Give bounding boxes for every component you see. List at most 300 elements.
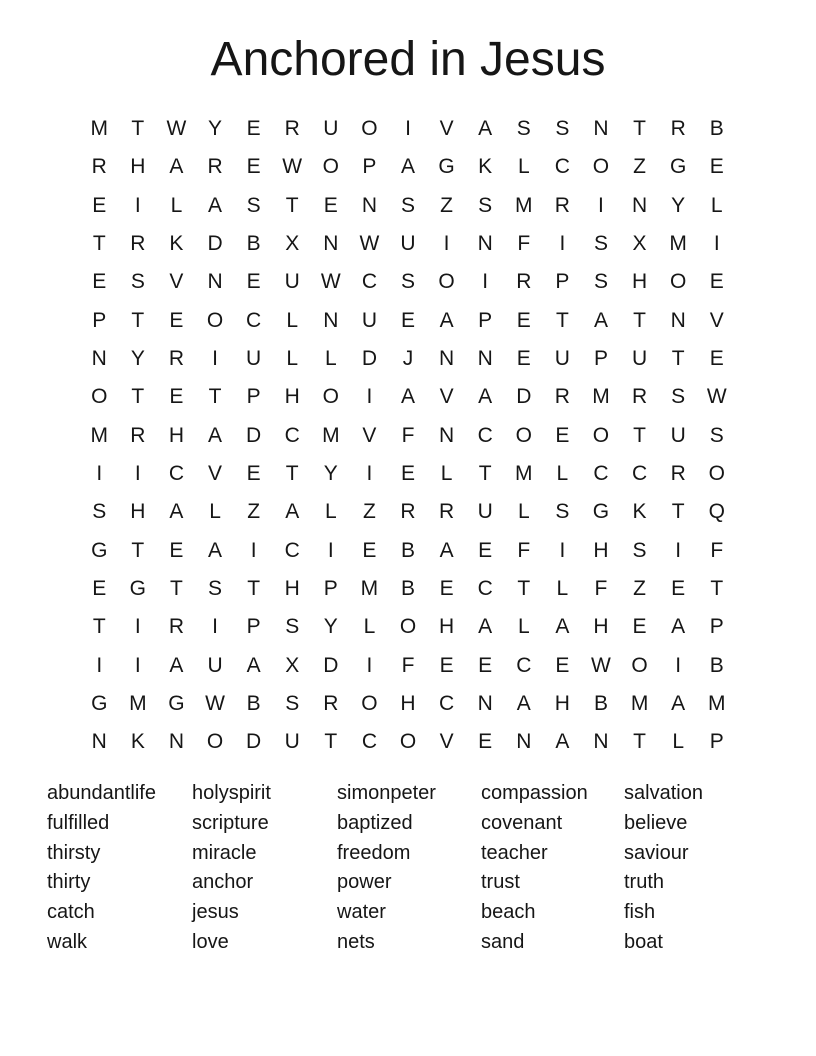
grid-cell: D: [323, 653, 339, 677]
grid-cell: N: [477, 347, 493, 371]
grid-cell: C: [361, 730, 377, 754]
grid-cell: Y: [208, 116, 223, 140]
word-item: saviour: [624, 841, 689, 864]
grid-cell: I: [482, 270, 489, 294]
grid-cell: A: [478, 116, 493, 140]
grid-cell: I: [134, 653, 141, 677]
grid-cell: R: [323, 692, 339, 716]
grid-cell: T: [671, 347, 685, 371]
grid-cell: S: [285, 615, 300, 639]
grid-cell: N: [670, 308, 686, 332]
grid-cell: T: [324, 730, 338, 754]
grid-cell: L: [324, 347, 337, 371]
grid-cell: T: [671, 500, 685, 524]
grid-cell: H: [631, 270, 648, 294]
grid-cell: H: [168, 423, 185, 447]
grid-cell: E: [323, 193, 338, 217]
grid-cell: O: [322, 385, 339, 409]
grid-cell: V: [169, 270, 184, 294]
grid-cell: I: [675, 653, 682, 677]
grid-cell: T: [478, 462, 492, 486]
word-item: catch: [47, 901, 95, 924]
grid-cell: H: [130, 500, 146, 524]
grid-cell: L: [286, 347, 299, 371]
grid-cell: E: [439, 577, 454, 601]
grid-cell: M: [515, 193, 533, 217]
grid-cell: R: [400, 500, 416, 524]
grid-cell: A: [555, 615, 570, 639]
grid-cell: E: [169, 308, 184, 332]
grid-cell: C: [477, 577, 493, 601]
grid-cell: M: [90, 116, 108, 140]
grid-cell: S: [593, 270, 608, 294]
grid-cell: T: [131, 308, 145, 332]
grid-cell: W: [359, 232, 380, 255]
grid-cell: E: [478, 653, 493, 677]
grid-cell: T: [555, 308, 569, 332]
grid-cell: M: [592, 385, 610, 409]
grid-cell: P: [478, 308, 493, 332]
grid-cell: A: [169, 155, 184, 179]
grid-cell: U: [284, 730, 300, 754]
grid-cell: M: [129, 692, 147, 716]
word-item: believe: [624, 811, 688, 834]
grid-cell: E: [246, 116, 261, 140]
grid-cell: L: [170, 193, 183, 217]
word-list-column: [624, 779, 774, 958]
grid-cell: I: [134, 193, 141, 217]
word-item: love: [192, 930, 229, 953]
word-item: covenant: [481, 811, 563, 834]
grid-cell: I: [96, 462, 103, 486]
grid-cell: E: [169, 538, 184, 562]
word-item: holyspirit: [192, 782, 271, 804]
grid-cell: A: [671, 692, 686, 716]
grid-cell: S: [555, 500, 570, 524]
grid-cell: S: [478, 193, 493, 217]
grid-cell: S: [555, 116, 570, 140]
grid-cell: L: [363, 615, 376, 639]
grid-cell: R: [670, 462, 686, 486]
word-item: compassion: [481, 782, 588, 804]
grid-cell: E: [400, 462, 415, 486]
grid-cell: B: [709, 653, 724, 677]
grid-cell: E: [92, 577, 107, 601]
grid-cell: I: [212, 347, 218, 371]
grid-cell: A: [478, 615, 493, 639]
grid-cell: N: [207, 270, 223, 294]
grid-cell: I: [405, 116, 411, 140]
grid-cell: R: [554, 193, 570, 217]
grid-cell: A: [208, 538, 223, 562]
grid-cell: U: [323, 116, 339, 140]
grid-cell: L: [286, 308, 299, 332]
grid-cell: G: [91, 692, 108, 716]
grid-cell: C: [554, 155, 570, 179]
grid-cell: W: [166, 116, 187, 140]
grid-cell: C: [284, 423, 300, 447]
grid-cell: N: [168, 730, 185, 754]
grid-cell: I: [559, 232, 566, 255]
grid-cell: O: [708, 462, 725, 486]
grid-cell: E: [632, 615, 647, 639]
grid-cell: W: [591, 653, 611, 677]
grid-cell: T: [633, 116, 646, 140]
grid-cell: I: [598, 193, 604, 217]
grid-cell: U: [207, 653, 223, 677]
grid-cell: A: [208, 193, 223, 217]
grid-cell: O: [592, 155, 610, 179]
grid-cell: T: [131, 116, 145, 140]
word-item: sand: [481, 930, 525, 953]
grid-cell: E: [92, 270, 107, 294]
grid-cell: H: [284, 385, 300, 409]
grid-cell: O: [631, 653, 648, 677]
grid-cell: W: [205, 692, 225, 716]
grid-cell: F: [517, 538, 531, 562]
grid-cell: V: [439, 116, 454, 140]
grid-cell: H: [400, 692, 416, 716]
grid-cell: H: [130, 155, 146, 179]
grid-cell: O: [399, 615, 417, 639]
grid-cell: W: [320, 270, 341, 294]
grid-cell: F: [401, 423, 415, 447]
grid-cell: O: [206, 730, 224, 754]
word-item: fish: [624, 901, 656, 924]
grid-cell: H: [554, 692, 570, 716]
word-item: power: [337, 871, 392, 894]
grid-cell: V: [439, 385, 454, 409]
grid-cell: U: [400, 232, 416, 255]
grid-cell: E: [671, 577, 686, 601]
grid-cell: G: [129, 577, 147, 601]
grid-cell: D: [246, 730, 262, 754]
grid-cell: E: [400, 308, 415, 332]
grid-cell: S: [671, 385, 686, 409]
grid-cell: T: [285, 193, 299, 217]
grid-cell: K: [478, 155, 493, 179]
grid-cell: C: [631, 462, 648, 486]
grid-cell: T: [170, 577, 183, 601]
grid-cell: Q: [708, 500, 725, 524]
puzzle-title: Anchored in Jesus: [210, 33, 606, 86]
grid-cell: X: [285, 232, 300, 255]
grid-cell: N: [91, 347, 107, 371]
grid-cell: U: [477, 500, 493, 524]
grid-cell: I: [366, 653, 373, 677]
grid-cell: A: [671, 615, 686, 639]
grid-cell: U: [361, 308, 377, 332]
grid-cell: J: [402, 347, 414, 371]
grid-cell: U: [554, 347, 570, 371]
grid-cell: O: [361, 116, 378, 140]
grid-cell: I: [713, 232, 720, 255]
grid-cell: Z: [440, 193, 453, 217]
grid-cell: T: [633, 730, 646, 754]
word-item: anchor: [192, 871, 254, 894]
grid-cell: E: [246, 462, 261, 486]
word-item: fulfilled: [47, 811, 110, 834]
grid-cell: P: [246, 385, 261, 409]
grid-cell: T: [710, 577, 724, 601]
grid-cell: G: [91, 538, 108, 562]
grid-cell: D: [246, 423, 262, 447]
grid-cell: K: [169, 232, 184, 255]
grid-cell: N: [439, 423, 455, 447]
grid-cell: L: [209, 500, 221, 524]
grid-cell: S: [285, 692, 300, 716]
grid-cell: R: [168, 347, 185, 371]
grid-cell: Z: [247, 500, 261, 524]
grid-cell: M: [669, 232, 687, 255]
grid-cell: L: [556, 577, 569, 601]
grid-cell: D: [361, 347, 377, 371]
grid-cell: Y: [671, 193, 686, 217]
grid-cell: X: [632, 232, 647, 255]
grid-cell: I: [559, 538, 566, 562]
grid-cell: A: [400, 155, 415, 179]
grid-cell: N: [516, 730, 532, 754]
word-item: trust: [481, 871, 520, 894]
word-item: freedom: [337, 841, 411, 864]
grid-cell: I: [675, 538, 682, 562]
word-item: beach: [481, 901, 536, 924]
grid-cell: L: [672, 730, 684, 754]
grid-cell: C: [516, 653, 532, 677]
grid-cell: T: [208, 385, 222, 409]
grid-cell: I: [96, 653, 103, 677]
grid-cell: B: [246, 232, 261, 255]
word-list: [47, 779, 774, 958]
word-item: nets: [337, 930, 375, 953]
grid-cell: A: [593, 308, 608, 332]
grid-cell: R: [554, 385, 570, 409]
grid-cell: B: [400, 577, 415, 601]
grid-cell: C: [439, 692, 455, 716]
grid-cell: K: [130, 730, 145, 754]
grid-cell: W: [706, 385, 727, 409]
grid-cell: H: [439, 615, 455, 639]
grid-cell: E: [709, 347, 724, 371]
grid-cell: R: [516, 270, 532, 294]
grid-cell: E: [478, 538, 493, 562]
grid-cell: T: [285, 462, 299, 486]
grid-cell: O: [322, 155, 339, 179]
grid-cell: E: [478, 730, 493, 754]
grid-cell: I: [366, 385, 373, 409]
grid-cell: D: [207, 232, 223, 255]
grid-cell: M: [360, 577, 379, 601]
grid-cell: C: [593, 462, 609, 486]
grid-cell: O: [361, 692, 378, 716]
grid-cell: N: [91, 730, 107, 754]
grid-cell: S: [593, 232, 608, 255]
grid-cell: E: [709, 155, 724, 179]
grid-cell: A: [555, 730, 570, 754]
word-list-column: [192, 779, 337, 958]
grid-cell: N: [477, 692, 493, 716]
word-item: simonpeter: [337, 782, 436, 804]
grid-cell: A: [400, 385, 415, 409]
grid-cell: R: [168, 615, 185, 639]
grid-cell: E: [555, 423, 570, 447]
grid-cell: E: [516, 308, 531, 332]
grid-cell: R: [130, 232, 146, 255]
grid-cell: B: [593, 692, 608, 716]
word-item: abundantlife: [47, 782, 156, 804]
grid-cell: P: [323, 577, 338, 601]
grid-cell: I: [443, 232, 450, 255]
grid-cell: T: [517, 577, 531, 601]
word-item: walk: [47, 930, 88, 953]
grid-cell: X: [285, 653, 300, 677]
grid-cell: T: [633, 308, 646, 332]
grid-cell: P: [555, 270, 570, 294]
grid-cell: L: [517, 155, 530, 179]
grid-cell: F: [594, 577, 608, 601]
grid-cell: U: [631, 347, 648, 371]
grid-cell: R: [207, 155, 223, 179]
grid-cell: S: [632, 538, 647, 562]
grid-cell: R: [631, 385, 648, 409]
grid-cell: P: [593, 347, 608, 371]
grid-cell: A: [439, 308, 454, 332]
grid-cell: O: [515, 423, 532, 447]
word-item: jesus: [192, 901, 239, 924]
grid-cell: U: [284, 270, 300, 294]
grid-cell: A: [208, 423, 223, 447]
grid-cell: B: [709, 116, 724, 140]
grid-cell: E: [516, 347, 531, 371]
word-list-column: [47, 779, 192, 958]
grid-cell: S: [400, 270, 415, 294]
grid-cell: B: [400, 538, 415, 562]
grid-cell: Y: [323, 462, 338, 486]
grid-cell: E: [246, 270, 261, 294]
grid-cell: U: [246, 347, 262, 371]
grid-cell: N: [323, 232, 339, 255]
grid-cell: R: [91, 155, 107, 179]
grid-cell: P: [709, 730, 724, 754]
grid-cell: S: [246, 193, 261, 217]
grid-cell: S: [208, 577, 223, 601]
word-item: baptized: [337, 811, 413, 834]
grid-cell: E: [362, 538, 377, 562]
grid-cell: I: [327, 538, 334, 562]
grid-cell: R: [670, 116, 686, 140]
grid-cell: L: [556, 462, 569, 486]
grid-cell: T: [633, 423, 646, 447]
grid-cell: A: [439, 538, 454, 562]
word-list-column: [337, 779, 481, 958]
grid-cell: E: [439, 653, 454, 677]
grid-cell: T: [247, 577, 261, 601]
grid-cell: M: [515, 462, 533, 486]
grid-cell: S: [400, 193, 415, 217]
grid-cell: M: [708, 692, 726, 716]
grid-cell: S: [92, 500, 107, 524]
grid-cell: A: [285, 500, 300, 524]
grid-cell: O: [91, 385, 108, 409]
word-item: scripture: [192, 811, 269, 834]
grid-cell: B: [246, 692, 261, 716]
grid-cell: D: [516, 385, 532, 409]
grid-cell: Z: [633, 155, 646, 179]
grid-cell: S: [130, 270, 145, 294]
grid-cell: E: [709, 270, 724, 294]
word-item: salvation: [624, 782, 703, 804]
grid-cell: E: [92, 193, 107, 217]
grid-cell: L: [440, 462, 453, 486]
word-item: water: [337, 901, 386, 924]
grid-cell: E: [246, 155, 261, 179]
grid-cell: C: [168, 462, 185, 486]
grid-cell: T: [92, 232, 106, 255]
grid-cell: Y: [130, 347, 145, 371]
grid-cell: N: [323, 308, 339, 332]
grid-cell: O: [592, 423, 610, 447]
grid-cell: V: [362, 423, 377, 447]
grid-cell: F: [401, 653, 415, 677]
word-item: thirsty: [47, 841, 101, 864]
grid-cell: N: [593, 116, 609, 140]
grid-cell: I: [134, 462, 141, 486]
grid-cell: Z: [633, 577, 646, 601]
grid-cell: G: [669, 155, 687, 179]
word-item: miracle: [192, 841, 257, 864]
grid-cell: Z: [362, 500, 376, 524]
grid-cell: P: [362, 155, 377, 179]
grid-cell: P: [92, 308, 107, 332]
grid-cell: W: [282, 155, 303, 179]
grid-cell: T: [131, 385, 145, 409]
grid-cell: H: [284, 577, 300, 601]
grid-cell: G: [592, 500, 610, 524]
grid-cell: R: [130, 423, 146, 447]
grid-cell: G: [168, 692, 185, 716]
letter-grid: [80, 110, 736, 762]
grid-cell: O: [669, 270, 687, 294]
grid-cell: L: [517, 500, 530, 524]
grid-cell: N: [361, 193, 377, 217]
grid-cell: S: [516, 116, 531, 140]
grid-cell: C: [477, 423, 493, 447]
grid-cell: N: [439, 347, 455, 371]
grid-cell: V: [439, 730, 454, 754]
grid-cell: T: [92, 615, 106, 639]
grid-cell: N: [631, 193, 648, 217]
grid-cell: I: [134, 615, 141, 639]
grid-cell: I: [212, 615, 218, 639]
grid-cell: Y: [323, 615, 338, 639]
grid-cell: E: [555, 653, 570, 677]
grid-cell: L: [710, 193, 723, 217]
grid-cell: V: [709, 308, 724, 332]
grid-cell: R: [439, 500, 455, 524]
grid-cell: K: [632, 500, 647, 524]
grid-cell: L: [324, 500, 337, 524]
grid-cell: L: [517, 615, 530, 639]
grid-cell: I: [366, 462, 373, 486]
grid-cell: H: [593, 615, 609, 639]
grid-cell: O: [438, 270, 455, 294]
grid-cell: O: [399, 730, 417, 754]
grid-cell: V: [208, 462, 223, 486]
grid-cell: M: [630, 692, 649, 716]
grid-cell: O: [206, 308, 224, 332]
grid-cell: C: [361, 270, 377, 294]
grid-cell: A: [169, 653, 184, 677]
